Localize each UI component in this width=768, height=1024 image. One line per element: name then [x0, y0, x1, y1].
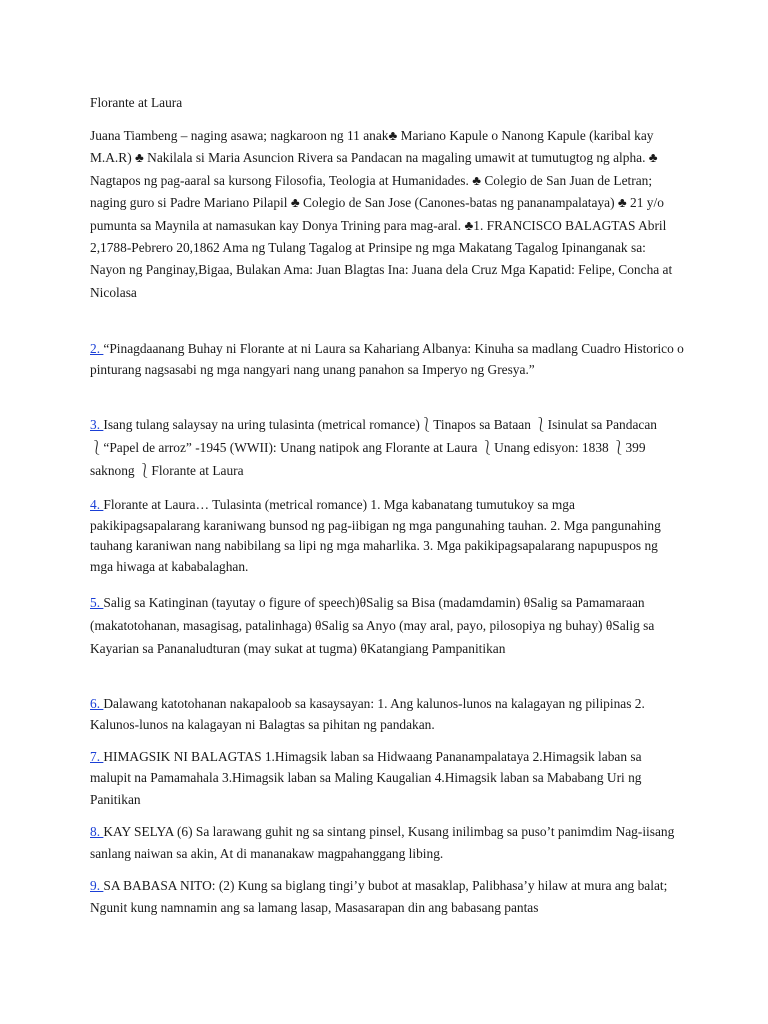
paragraph-8 [90, 821, 684, 865]
paragraph-text: KAY SELYA (6) Sa larawang guhit ng sa sintang pinsel, Kusang inilimbag sa puso’t panimdim Nag-iisang sanlang naiwan sa akin, At di mananakaw magpahanggang libing. [90, 824, 675, 861]
slide-link-5[interactable]: 5. [90, 595, 104, 610]
paragraph-text: Florante at Laura… Tulasinta (metrical romance) 1. Mga kabanatang tumutukoy sa mga pakikipagsapalarang karaniwang bunsod ng pag-iibigan ng mga pangunahing tauhan. 2. Mga pangunahing tauhang karaniwan nang nabibilang sa lipi ng mga maharlika. 3. Mga pakikipagsapalarang napupuspos ng mga hiwaga at kababalaghan. [90, 497, 661, 574]
paragraph-7 [90, 746, 684, 810]
paragraph-5 [90, 592, 684, 660]
document-title: Florante at Laura [90, 95, 183, 110]
paragraph-2 [90, 339, 684, 380]
paragraph-6 [90, 693, 684, 735]
paragraph-4 [90, 495, 684, 577]
paragraph-3 [90, 413, 684, 482]
paragraph-1 [90, 125, 684, 304]
paragraph-text: “Pinagdaanang Buhay ni Florante at ni Laura sa Kahariang Albanya: Kinuha sa madlang Cuadro Historico o pinturang nagsasabi ng mga nangyari nang unang panahon sa Imperyo ng Gresya.” [90, 341, 684, 377]
paragraph-text: Salig sa Katinginan (tayutay o figure of speech)θSalig sa Bisa (madamdamin) θSalig sa Pamamaraan (makatotohanan, masagisag, patalinhaga) θSalig sa Anyo (may aral, payo, pilosopiya ng buhay) θSalig sa Kayarian sa Pananaludturan (may sukat at tugma) θKatangiang Pampanitikan [90, 595, 655, 656]
slide-link-8[interactable]: 8. [90, 824, 104, 839]
paragraph-text: Dalawang katotohanan nakapaloob sa kasaysayan: 1. Ang kalunos-lunos na kalagayan ng pilipinas 2. Kalunos-lunos na kalagayan ni Balagtas sa pihitan ng pandakan. [90, 696, 645, 732]
paragraph-9 [90, 875, 684, 919]
slide-link-4[interactable]: 4. [90, 497, 104, 512]
slide-link-7[interactable]: 7. [90, 749, 104, 764]
slide-link-2[interactable]: 2. [90, 341, 104, 356]
paragraph-text: Isang tulang salaysay na uring tulasinta (metrical romance)⎱Tinapos sa Bataan ⎱Isinulat sa Pandacan ⎱“Papel de arroz” -1945 (WWII): Unang natipok ang Florante at Laura ⎱Unang edisyon: 1838 ⎱399 saknong ⎱Florante at Laura [90, 417, 657, 478]
slide-link-3[interactable]: 3. [90, 417, 104, 432]
paragraph-text: Juana Tiambeng – naging asawa; nagkaroon ng 11 anak♣ Mariano Kapule o Nanong Kapule (karibal kay M.A.R) ♣ Nakilala si Maria Asuncion Rivera sa Pandacan na magaling umawit at tumutugtog ng alpha. ♣ Nagtapos ng pag-aaral sa kursong Filosofia, Teologia at Humanidades. ♣ Colegio de San Juan de Letran; naging guro si Padre Mariano Pilapil ♣ Colegio de San Jose (Canones-batas ng pananampalataya) ♣ 21 y/o pumunta sa Maynila at namasukan kay Donya Trining para mag-aral. ♣1. FRANCISCO BALAGTAS Abril 2,1788-Pebrero 20,1862 Ama ng Tulang Tagalog at Prinsipe ng mga Makatang Tagalog Ipinanganak sa: Nayon ng Panginay,Bigaa, Bulakan Ama: Juan Blagtas Ina: Juana dela Cruz Mga Kapatid: Felipe, Concha at Nicolasa [90, 128, 673, 300]
paragraph-text: SA BABASA NITO: (2) Kung sa biglang tingi’y bubot at masaklap, Palibhasa’y hilaw at mura ang balat; Ngunit kung namnamin ang sa lamang lasap, Masasarapan din ang babasang pantas [90, 878, 668, 915]
slide-link-9[interactable]: 9. [90, 878, 104, 893]
slide-link-6[interactable]: 6. [90, 696, 104, 711]
paragraph-text: HIMAGSIK NI BALAGTAS 1.Himagsik laban sa Hidwaang Pananampalataya 2.Himagsik laban sa malupit na Pamamahala 3.Himagsik laban sa Maling Kaugalian 4.Himagsik laban sa Mababang Uri ng Panitikan [90, 749, 642, 807]
